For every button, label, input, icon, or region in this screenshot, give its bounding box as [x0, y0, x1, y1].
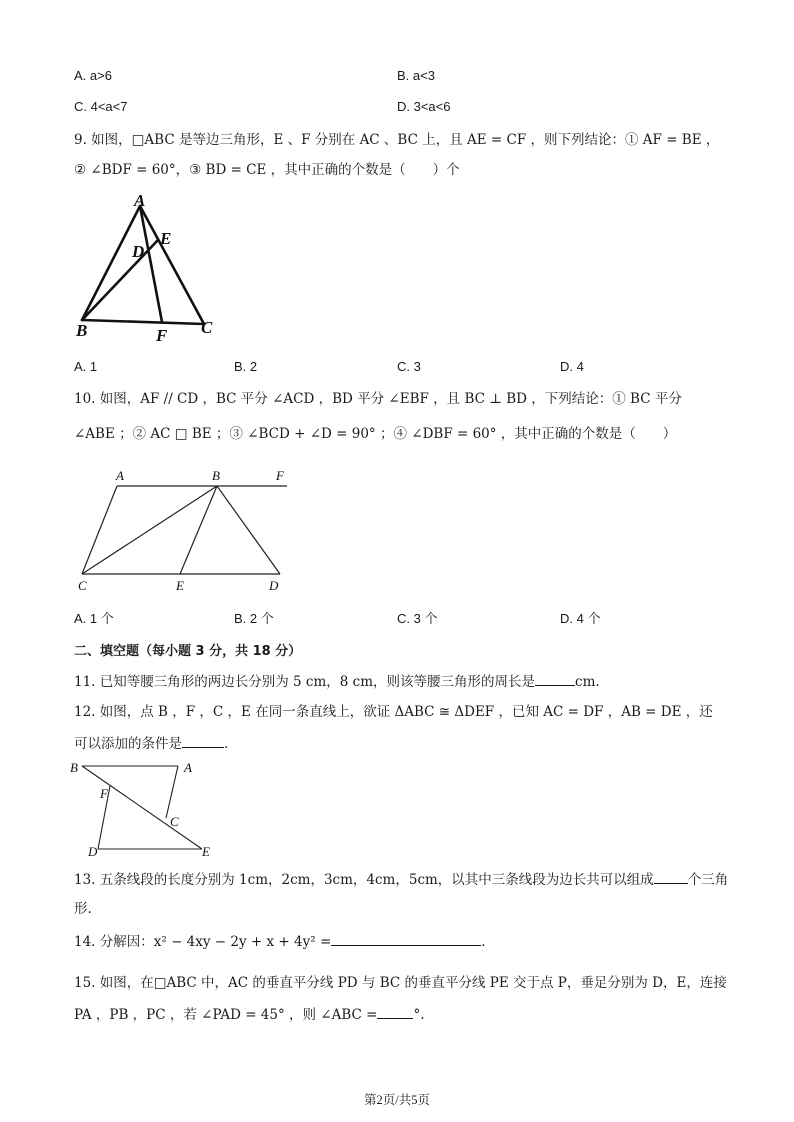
q9-option-c: C. 3: [397, 359, 421, 374]
q9-label-c: C: [201, 318, 213, 337]
q11-text-before: 11. 已知等腰三角形的两边长分别为 5 cm，8 cm，则该等腰三角形的周长是: [74, 674, 536, 690]
q14-stem: [74, 931, 486, 952]
q15-text-after: °.: [413, 1007, 425, 1023]
q10-label-f: F: [276, 468, 284, 483]
q13-text-after: 个三角: [687, 872, 729, 888]
q10-label-c: C: [78, 578, 87, 593]
q10-option-a: A. 1 个: [74, 611, 114, 626]
q15-answer-blank[interactable]: [377, 1004, 413, 1019]
q9-stem-line1: 9. 如图，□ABC 是等边三角形，E 、F 分别在 AC 、BC 上，且 AE = CF ，则下列结论：① AF = BE ，: [74, 132, 720, 148]
q12-label-f: F: [100, 786, 108, 801]
q9-label-a: A: [134, 191, 146, 210]
q12-text-before: 可以添加的条件是: [74, 736, 182, 752]
q10-option-c: C. 3 个: [397, 611, 438, 626]
q13-answer-blank[interactable]: [654, 869, 688, 884]
q15-stem-line1: 15. 如图，在□ABC 中，AC 的垂直平分线 PD 与 BC 的垂直平分线 PE 交于点 P，垂足分别为 D，E，连接: [74, 975, 727, 991]
q9-label-b: B: [76, 321, 88, 340]
q10-segment-ca: [82, 486, 117, 574]
q10-label-e: E: [176, 578, 184, 593]
q11-stem: [74, 671, 600, 692]
q12-figure: [66, 756, 226, 862]
q9-side-ab: [82, 206, 140, 320]
q12-answer-blank[interactable]: [182, 733, 224, 748]
q8-option-a: A. a>6: [74, 68, 112, 83]
q11-answer-blank[interactable]: [535, 671, 575, 686]
q8-option-b: B. a<3: [397, 68, 435, 83]
q13-stem-line1: [74, 869, 728, 890]
q9-option-d: D. 4: [560, 359, 584, 374]
q9-segment-af: [140, 206, 162, 322]
q10-option-b: B. 2 个: [234, 611, 274, 626]
q9-label-e: E: [160, 229, 172, 248]
q9-triangle-figure: [70, 190, 230, 350]
q8-option-c: C. 4<a<7: [74, 99, 128, 114]
section-title: 二、填空题（每小题 3 分，共 18 分）: [74, 644, 302, 659]
q9-label-f: F: [156, 326, 168, 345]
q9-stem-line2: ② ∠BDF = 60°，③ BD = CE ，其中正确的个数是（ ）个: [74, 162, 460, 178]
q10-segment-be: [180, 486, 217, 574]
q12-segment-ac: [166, 766, 178, 818]
q12-text-after: .: [224, 736, 229, 752]
q10-label-a: A: [116, 468, 124, 483]
q12-label-a: A: [184, 760, 192, 775]
page-number: 第2页/共5页: [364, 1093, 430, 1107]
q9-side-bc: [82, 320, 204, 324]
q10-parallel-figure: [72, 462, 302, 598]
q15-stem-line2: [74, 1004, 425, 1025]
q12-stem-line1: 12. 如图，点 B ，F ，C ，E 在同一条直线上，欲证 ΔABC ≅ ΔDEF ，已知 AC = DF ，AB = DE ，还: [74, 704, 713, 720]
q9-option-a: A. 1: [74, 359, 98, 374]
q10-segment-bd: [217, 486, 280, 574]
q9-option-b: B. 2: [234, 359, 258, 374]
q15-text-before: PA ，PB ，PC ，若 ∠PAD = 45° ，则 ∠ABC =: [74, 1007, 378, 1023]
q10-stem-line1: 10. 如图，AF // CD ，BC 平分 ∠ACD ，BD 平分 ∠EBF ，且 BC ⊥ BD ，下列结论：① BC 平分: [74, 391, 682, 407]
q13-stem-line2: 形.: [74, 901, 92, 917]
q10-stem-line2: ∠ABE ；② AC □ BE ；③ ∠BCD + ∠D = 90° ；④ ∠DBF = 60° ，其中正确的个数是（ ）: [74, 426, 677, 442]
q9-label-d: D: [132, 242, 145, 261]
q14-answer-blank[interactable]: [331, 931, 481, 946]
q14-text-after: .: [481, 934, 486, 950]
q9-segment-be: [82, 240, 158, 320]
q12-label-c: C: [170, 814, 179, 829]
q11-text-after: cm.: [575, 674, 600, 690]
q10-label-b: B: [212, 468, 220, 483]
q12-label-e: E: [202, 844, 210, 859]
q14-text-before: 14. 分解因：x² − 4xy − 2y + x + 4y² =: [74, 934, 332, 950]
q12-label-b: B: [70, 760, 78, 775]
q13-text-before: 13. 五条线段的长度分别为 1cm，2cm，3cm，4cm，5cm，以其中三条线段为边长共可以组成: [74, 872, 654, 888]
q9-side-ac: [140, 206, 204, 324]
q10-option-d: D. 4 个: [560, 611, 601, 626]
q12-stem-line2: [74, 733, 228, 754]
q8-option-d: D. 3<a<6: [397, 99, 451, 114]
q12-label-d: D: [88, 844, 98, 859]
q10-label-d: D: [269, 578, 279, 593]
q10-segment-cb: [82, 486, 217, 574]
